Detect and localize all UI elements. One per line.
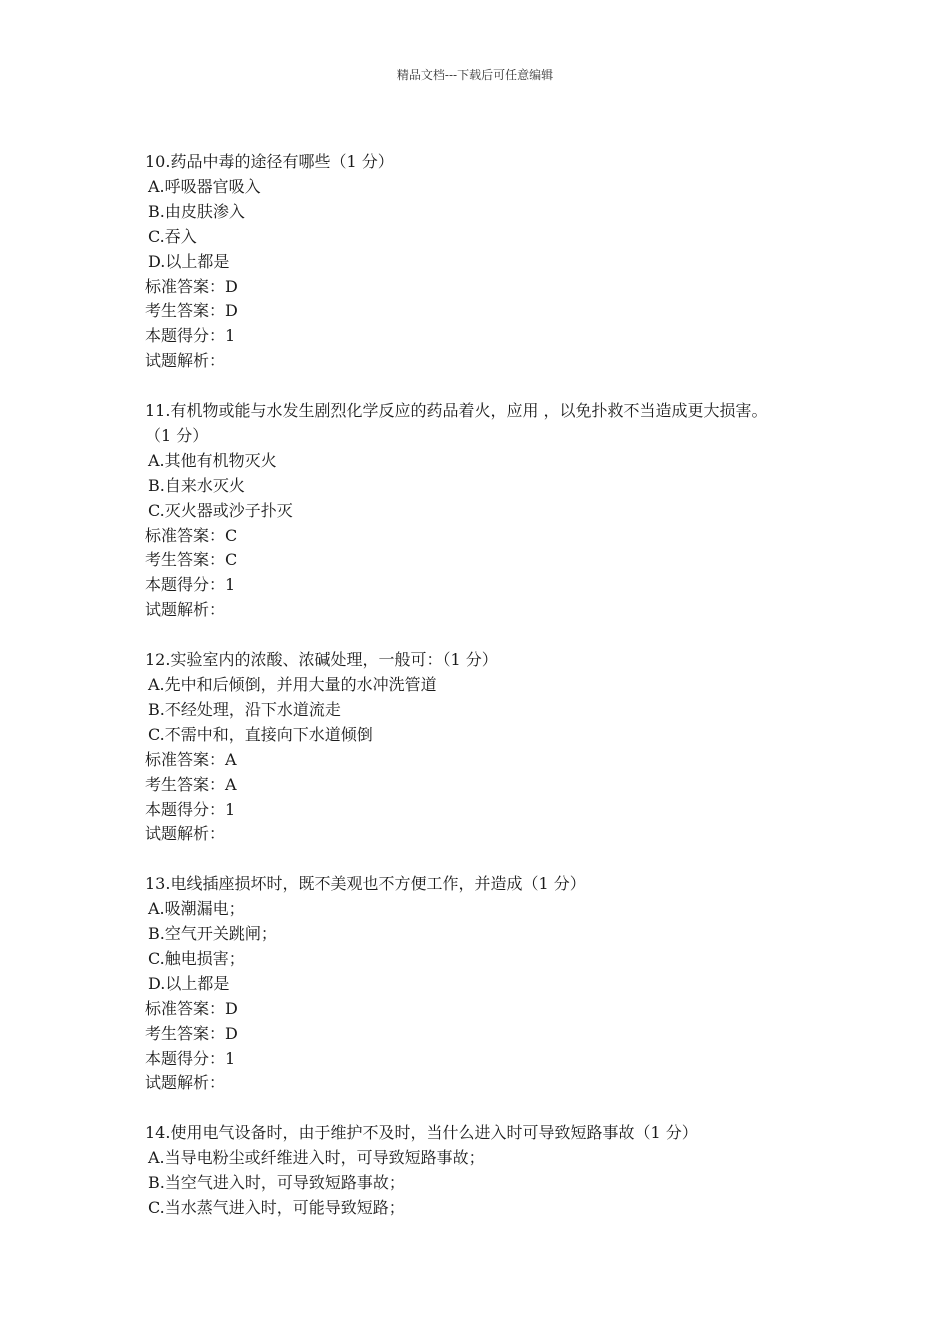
option-d: D.以上都是 xyxy=(148,973,230,993)
option-c: C.触电损害； xyxy=(148,948,245,968)
student-answer: 考生答案：D xyxy=(145,301,238,321)
option-a: A.先中和后倾倒，并用大量的水冲洗管道 xyxy=(148,675,437,694)
option-d: D.以上都是 xyxy=(148,251,230,271)
option-b: B.不经处理，沿下水道流走 xyxy=(148,699,341,719)
option-b: B.当空气进入时，可导致短路事故； xyxy=(148,1173,405,1193)
option-a: A.吸潮漏电； xyxy=(148,899,245,919)
student-answer: 考生答案：D xyxy=(145,1023,238,1043)
option-a: A.呼吸器官吸入 xyxy=(148,176,261,196)
standard-answer: 标准答案：C xyxy=(145,525,238,545)
question-score: 本题得分：1 xyxy=(145,575,236,595)
question-analysis: 试题解析： xyxy=(145,824,226,844)
question-title: 13.电线插座损坏时，既不美观也不方便工作，并造成（1 分） xyxy=(145,874,586,894)
option-a: A.其他有机物灭火 xyxy=(148,450,277,470)
student-answer: 考生答案：C xyxy=(145,550,238,570)
question-title: 12.实验室内的浓酸、浓碱处理，一般可：（1 分） xyxy=(145,650,498,670)
standard-answer: 标准答案：D xyxy=(145,276,238,296)
option-b: B.由皮肤渗入 xyxy=(148,201,245,221)
question-title-continuation: （1 分） xyxy=(145,425,209,445)
question-title: 14.使用电气设备时，由于维护不及时，当什么进入时可导致短路事故（1 分） xyxy=(145,1123,698,1143)
option-c: C.灭火器或沙子扑灭 xyxy=(148,500,293,520)
question-title: 10.药品中毒的途径有哪些（1 分） xyxy=(145,152,394,171)
question-10 xyxy=(145,150,845,374)
question-score: 本题得分：1 xyxy=(145,1048,236,1068)
option-b: B.空气开关跳闸； xyxy=(148,924,277,944)
question-analysis: 试题解析： xyxy=(145,600,226,620)
option-a: A.当导电粉尘或纤维进入时，可导致短路事故； xyxy=(148,1148,485,1168)
question-score: 本题得分：1 xyxy=(145,326,236,346)
document-body xyxy=(145,150,845,1246)
option-c: C.吞入 xyxy=(148,226,197,246)
question-13 xyxy=(145,872,845,1096)
page-header: 精品文档---下载后可任意编辑 xyxy=(396,68,554,82)
question-analysis: 试题解析： xyxy=(145,1073,226,1093)
question-14 xyxy=(145,1121,845,1221)
option-b: B.自来水灭火 xyxy=(148,475,245,495)
question-analysis: 试题解析： xyxy=(145,351,226,371)
question-score: 本题得分：1 xyxy=(145,799,236,819)
standard-answer: 标准答案：D xyxy=(145,998,238,1018)
student-answer: 考生答案：A xyxy=(145,774,237,794)
question-11 xyxy=(145,399,845,623)
option-c: C.不需中和，直接向下水道倾倒 xyxy=(148,724,373,744)
question-12 xyxy=(145,648,845,847)
option-c: C.当水蒸气进入时，可能导致短路； xyxy=(148,1198,405,1217)
standard-answer: 标准答案：A xyxy=(145,749,237,769)
question-title: 11.有机物或能与水发生剧烈化学反应的药品着火，应用 ，以免扑救不当造成更大损害。 xyxy=(145,401,768,421)
